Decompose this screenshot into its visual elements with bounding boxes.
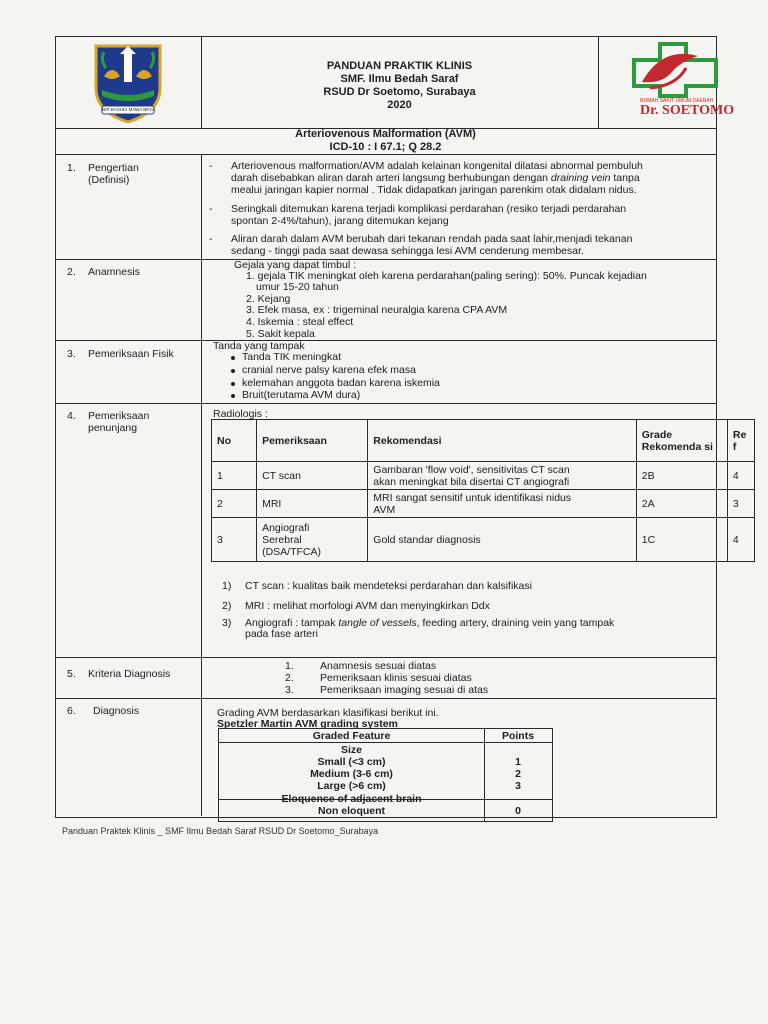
page-footer: Panduan Praktek Klinis _ SMF Ilmu Bedah Saraf RSUD Dr Soetomo_Surabaya	[62, 826, 379, 836]
section-label: Kriteria Diagnosis	[88, 668, 171, 680]
table-header-row	[212, 420, 755, 462]
section-number: 2.	[67, 266, 76, 278]
sm-feature: Large (>6 cm)	[317, 780, 386, 792]
crest-motto: JER BASUKI MAWA BEYA	[101, 107, 155, 112]
bullet	[231, 382, 235, 386]
section-label: Pemeriksaan Fisik	[88, 348, 174, 360]
section-label: Diagnosis	[93, 705, 140, 717]
bullet	[231, 356, 235, 360]
header-divider-right	[598, 36, 599, 128]
table-cell: 1	[212, 462, 257, 490]
section-label: Pemeriksaan	[88, 410, 150, 422]
section-number: 1.	[67, 162, 76, 174]
table-cell: 2B	[636, 462, 727, 490]
row-divider	[55, 340, 716, 341]
topic-title: Arteriovenous Malformation (AVM)	[295, 128, 476, 140]
table-cell: 3	[727, 490, 754, 518]
row-divider	[55, 698, 716, 699]
physical-exam-item: Bruit(terutama AVM dura)	[242, 389, 361, 401]
section-label: penunjang	[88, 422, 138, 434]
icd-code: ICD-10 : I 67.1; Q 28.2	[329, 141, 442, 153]
table-cell: 2A	[636, 490, 727, 518]
definition-text: Seringkali ditemukan karena terjadi komplikasi perdarahan (resiko terjadi perdarahan	[231, 203, 627, 215]
anamnesis-item: 1. gejala TIK meningkat oleh karena perdarahan(paling sering): 50%. Puncak kejadian	[246, 270, 647, 282]
table-cell: Gold standar diagnosis	[368, 518, 636, 562]
radiology-note: pada fase arteri	[245, 628, 318, 640]
table-cell: MRI sangat sensitif untuk identifikasi nidus AVM	[368, 490, 636, 518]
sm-points: 0	[515, 805, 521, 817]
criteria-item: Pemeriksaan klinis sesuai diatas	[320, 672, 472, 684]
criteria-number: 3.	[285, 684, 294, 696]
anamnesis-item: 3. Efek masa, ex : trigeminal neuralgia karena CPA AVM	[246, 304, 508, 316]
definition-text: darah disebabkan aliran darah arteri langsung berhubungan dengan draining vein tanpa	[231, 172, 640, 184]
sm-points: 2	[515, 768, 521, 780]
note-number: 2)	[222, 600, 232, 612]
sm-points: 3	[515, 780, 521, 792]
header-title-1: PANDUAN PRAKTIK KLINIS	[326, 60, 473, 72]
dash-bullet: -	[209, 233, 213, 245]
table-cell: CT scan	[257, 462, 368, 490]
anamnesis-item: 4. Iskemia : steal effect	[246, 316, 354, 328]
radiology-note: Angiografi : tampak tangle of vessels, feeding artery, draining vein yang tampak	[245, 617, 615, 629]
radiology-table	[211, 419, 755, 562]
table-cell: Gambaran 'flow void', sensitivitas CT scan akan meningkat bila disertai CT angiografi	[368, 462, 636, 490]
sm-points: 1	[515, 756, 521, 768]
section-number: 5.	[67, 668, 76, 680]
section-number: 6.	[67, 705, 76, 717]
sm-feature: Small (<3 cm)	[317, 756, 386, 768]
body-column-divider	[201, 154, 202, 816]
radiology-intro: Radiologis :	[213, 408, 268, 420]
hospital-logo	[632, 42, 718, 98]
definition-text: Aliran darah dalam AVM berubah dari tekanan rendah pada saat lahir,menjadi tekanan	[231, 233, 633, 245]
row-divider	[55, 259, 716, 260]
physical-exam-item: cranial nerve palsy karena efek masa	[242, 364, 416, 376]
dash-bullet: -	[209, 160, 213, 172]
section-label: (Definisi)	[88, 174, 130, 186]
table-row	[212, 518, 755, 562]
anamnesis-item: 2. Kejang	[246, 293, 291, 305]
hospital-logo-tagline: RUMAH SAKIT UMUM DAERAH	[640, 98, 714, 104]
section-label: Pengertian	[88, 162, 139, 174]
physical-exam-item: Tanda TIK meningkat	[242, 351, 342, 363]
table-cell: 4	[727, 462, 754, 490]
row-divider	[55, 403, 716, 404]
table-cell: 2	[212, 490, 257, 518]
dash-bullet: -	[209, 203, 213, 215]
section-number: 3.	[67, 348, 76, 360]
topic-divider	[55, 154, 716, 155]
sm-feature: Non eloquent	[317, 805, 386, 817]
sm-feature: Size	[340, 744, 362, 756]
sm-header-points: Points	[501, 730, 535, 742]
table-cell: 1C	[636, 518, 727, 562]
radiology-note: MRI : melihat morfologi AVM dan menyingkirkan Ddx	[245, 600, 490, 612]
header-title-2: SMF. Ilmu Bedah Saraf	[340, 73, 459, 85]
physical-exam-intro: Tanda yang tampak	[213, 340, 305, 352]
anamnesis-intro: Gejala yang dapat timbul :	[234, 259, 356, 271]
header-title-4: 2020	[387, 99, 412, 111]
note-number: 1)	[222, 580, 232, 592]
table-cell: MRI	[257, 490, 368, 518]
note-number: 3)	[222, 617, 232, 629]
row-divider	[55, 657, 716, 658]
table-header: Rekomendasi	[368, 420, 636, 462]
definition-text: sedang - tinggi pada saat dewasa sehingga lesi AVM cenderung membesar.	[231, 245, 584, 257]
sm-feature: Eloquence of adjacent brain	[281, 793, 422, 805]
anamnesis-item: umur 15-20 tahun	[256, 281, 339, 293]
table-cell: Angiografi Serebral (DSA/TFCA)	[257, 518, 368, 562]
criteria-item: Pemeriksaan imaging sesuai di atas	[320, 684, 489, 696]
header-title-3: RSUD Dr Soetomo, Surabaya	[323, 86, 476, 98]
table-cell: 4	[727, 518, 754, 562]
criteria-number: 2.	[285, 672, 294, 684]
table-header: No	[212, 420, 257, 462]
section-label: Anamnesis	[88, 266, 140, 278]
table-row	[212, 462, 755, 490]
bullet	[231, 394, 235, 398]
definition-text: mealui jaringan kapier normal . Tidak didapatkan jaringan parenkim otak didalam nidus.	[231, 184, 637, 196]
diagnosis-intro: Grading AVM berdasarkan klasifikasi berikut ini.	[217, 707, 439, 719]
grading-system-title: Spetzler Martin AVM grading system	[217, 718, 398, 730]
bullet	[231, 369, 235, 373]
spetzler-martin-table	[218, 728, 553, 822]
table-row	[212, 490, 755, 518]
table-header: Pemeriksaan	[257, 420, 368, 462]
sm-feature: Medium (3-6 cm)	[310, 768, 393, 780]
table-header: Re f	[727, 420, 754, 462]
anamnesis-item: 5. Sakit kepala	[246, 328, 315, 340]
section-number: 4.	[67, 410, 76, 422]
table-cell: 3	[212, 518, 257, 562]
physical-exam-item: kelemahan anggota badan karena iskemia	[242, 377, 440, 389]
hospital-logo-name: Dr. SOETOMO	[640, 103, 735, 118]
table-header: Grade Rekomenda si	[636, 420, 727, 462]
definition-text: spontan 2-4%/tahun), jarang ditemukan kejang	[231, 215, 449, 227]
criteria-item: Anamnesis sesuai diatas	[320, 660, 437, 672]
sm-header-feature: Graded Feature	[312, 730, 391, 742]
definition-text: Arteriovenous malformation/AVM adalah kelainan kongenital dilatasi abnormal pembuluh	[231, 160, 643, 172]
radiology-note: CT scan : kualitas baik mendeteksi perdarahan dan kalsifikasi	[245, 580, 532, 592]
criteria-number: 1.	[285, 660, 294, 672]
